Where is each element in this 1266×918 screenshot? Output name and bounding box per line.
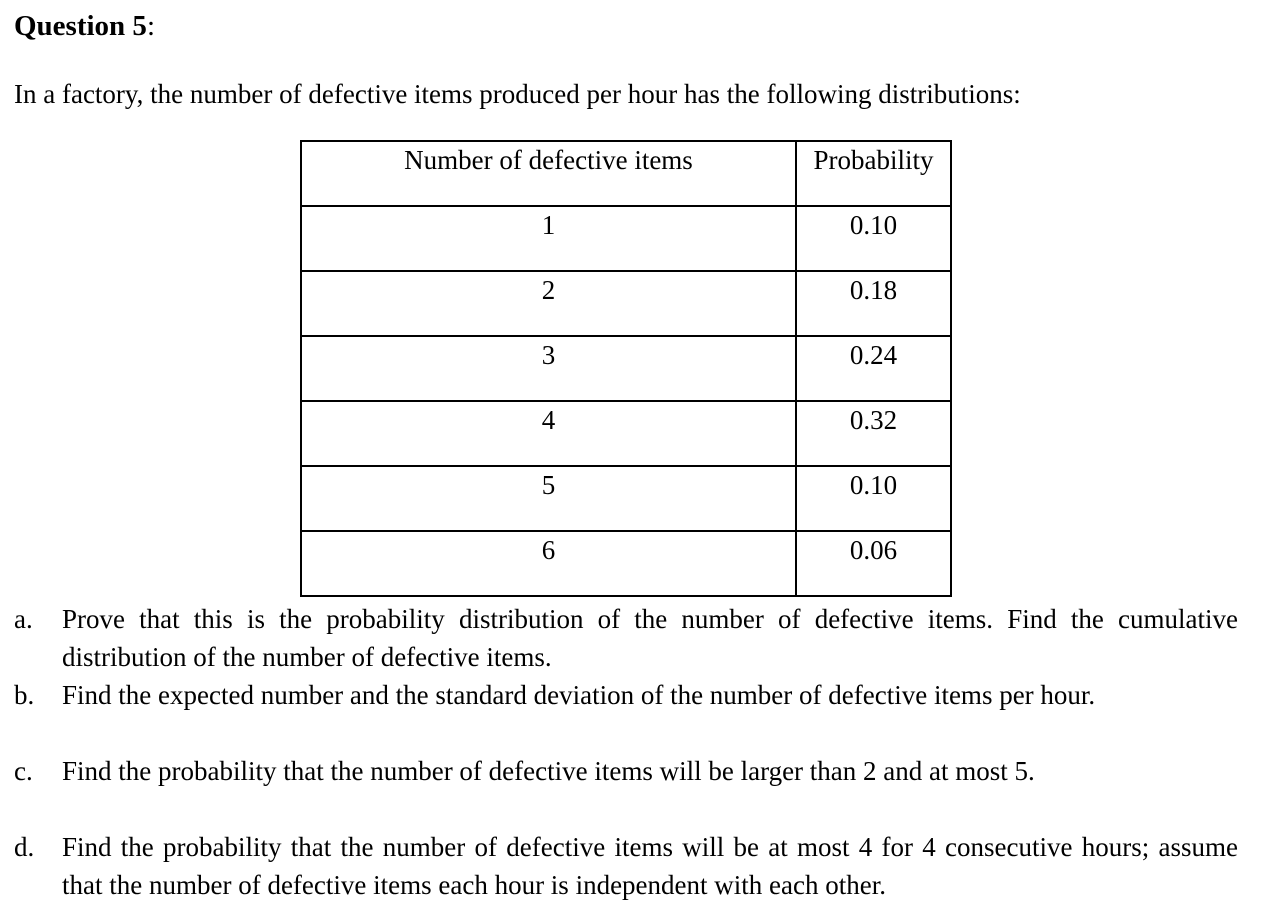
- distribution-table: [300, 140, 952, 597]
- cell-defective-count: 5: [301, 466, 796, 531]
- sub-question-d: [14, 828, 1238, 904]
- question-title-colon: :: [146, 10, 155, 42]
- cell-probability: 0.24: [796, 336, 951, 401]
- sub-question-marker: d.: [14, 832, 35, 862]
- cell-probability: 0.32: [796, 401, 951, 466]
- cell-probability: 0.06: [796, 531, 951, 596]
- sub-question-text: Find the probability that the number of defective items will be at most 4 for 4 consecutive hours; assume that the number of defective items each hour is independent with each other.: [62, 832, 1238, 900]
- cell-probability: 0.18: [796, 271, 951, 336]
- table-row: [301, 336, 951, 401]
- table-row: [301, 466, 951, 531]
- sub-question-a: [14, 600, 1238, 676]
- sub-question-text: Prove that this is the probability distribution of the number of defective items. Find the cumulative distribution of the number of defective items.: [62, 604, 1238, 672]
- table-header-row: [301, 141, 951, 206]
- sub-question-list: [14, 600, 1238, 904]
- sub-question-text: Find the probability that the number of defective items will be larger than 2 and at most 5.: [62, 756, 1035, 786]
- sub-question-c: [14, 752, 1238, 790]
- cell-defective-count: 6: [301, 531, 796, 596]
- table-row: [301, 401, 951, 466]
- cell-defective-count: 3: [301, 336, 796, 401]
- sub-question-text: Find the expected number and the standard deviation of the number of defective items per hour.: [62, 680, 1096, 710]
- intro-paragraph: In a factory, the number of defective items produced per hour has the following distributions:: [14, 79, 1021, 109]
- table-row: [301, 531, 951, 596]
- cell-defective-count: 4: [301, 401, 796, 466]
- cell-probability: 0.10: [796, 466, 951, 531]
- sub-question-marker: a.: [14, 604, 33, 634]
- table-row: [301, 271, 951, 336]
- column-header-defective-items: Number of defective items: [301, 141, 796, 206]
- cell-defective-count: 2: [301, 271, 796, 336]
- sub-question-marker: c.: [14, 756, 33, 786]
- column-header-probability: Probability: [796, 141, 951, 206]
- question-title: Question 5: [14, 10, 147, 42]
- question-heading: [14, 8, 155, 44]
- sub-question-marker: b.: [14, 680, 35, 710]
- cell-probability: 0.10: [796, 206, 951, 271]
- table-row: [301, 206, 951, 271]
- sub-question-b: [14, 676, 1238, 714]
- cell-defective-count: 1: [301, 206, 796, 271]
